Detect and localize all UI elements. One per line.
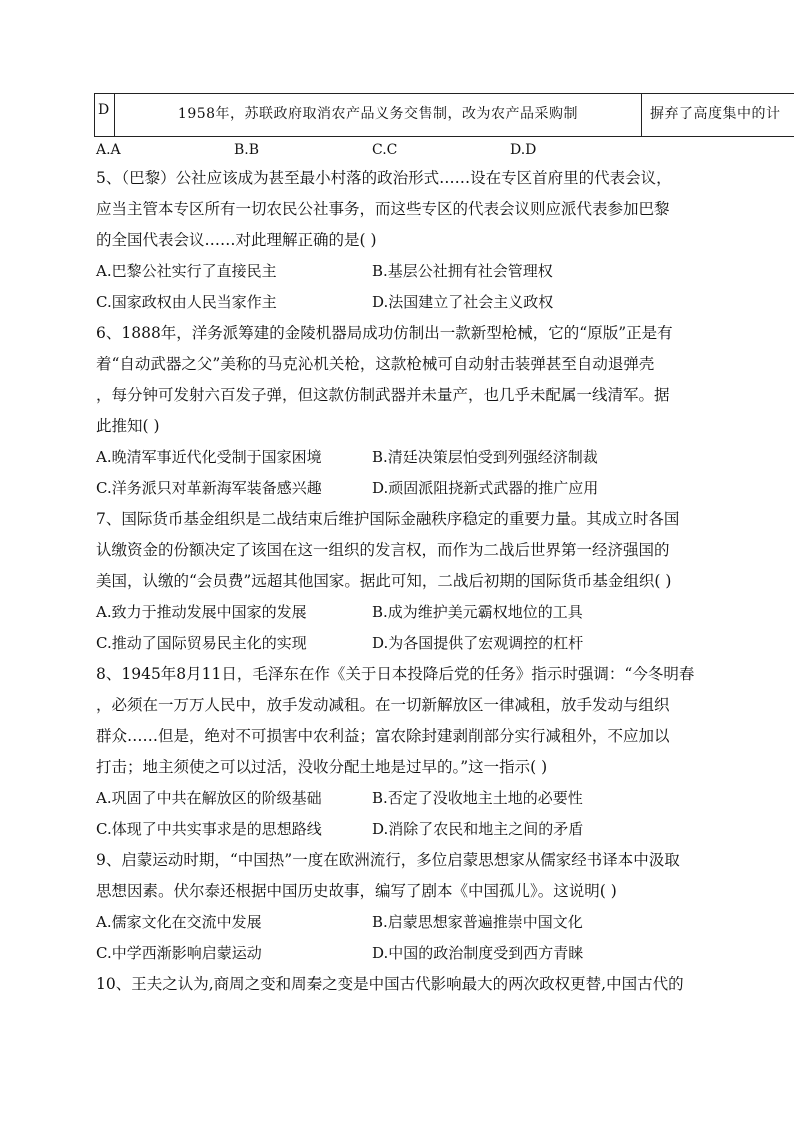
answer-choice-b: B.B: [234, 142, 260, 158]
question-6-line-4: 此推知( ): [96, 417, 160, 435]
question-5-line-3: 的全国代表会议……对此理解正确的是( ): [96, 231, 377, 249]
question-7-line-1: 7、国际货币基金组织是二战结束后维护国际金融秩序稳定的重要力量。其成立时各国: [96, 510, 680, 528]
question-5-line-2: 应当主管本专区所有一切农民公社事务，而这些专区的代表会议则应派代表参加巴黎: [96, 200, 670, 218]
question-9-option-a: A.儒家文化在交流中发展: [96, 913, 262, 931]
question-8-option-b: B.否定了没收地主土地的必要性: [372, 789, 583, 807]
question-9-line-1: 9、启蒙运动时期，“中国热”一度在欧洲流行，多位启蒙思想家从儒家经书译本中汲取: [96, 851, 680, 869]
question-5-option-b: B.基层公社拥有社会管理权: [372, 262, 553, 280]
question-6-line-1: 6、1888年，洋务派筹建的金陵机器局成功仿制出一款新型枪械，它的“原版”正是有: [96, 324, 673, 342]
question-10-line-1: 10、王夫之认为,商周之变和周秦之变是中国古代影响最大的两次政权更替,中国古代的: [96, 975, 684, 993]
option-conclusion-cell: 摒弃了高度集中的计: [650, 106, 781, 122]
question-8-option-d: D.消除了农民和地主之间的矛盾: [372, 820, 584, 838]
answer-choices-q4: [96, 142, 616, 162]
question-9-option-b: B.启蒙思想家普遍推崇中国文化: [372, 913, 583, 931]
answer-choice-c: C.C: [372, 142, 398, 158]
question-9-line-2: 思想因素。伏尔泰还根据中国历史故事，编写了剧本《中国孤儿》。这说明( ): [96, 882, 617, 900]
question-6-option-d: D.顽固派阻挠新式武器的推广应用: [372, 479, 599, 497]
question-6-option-b: B.清廷决策层怕受到列强经济制裁: [372, 448, 598, 466]
question-7-option-c: C.推动了国际贸易民主化的实现: [96, 634, 307, 652]
question-8-option-a: A.巩固了中共在解放区的阶级基础: [96, 789, 322, 807]
question-6-option-c: C.洋务派只对革新海军装备感兴趣: [96, 479, 322, 497]
question-7-line-3: 美国，认缴的“会员费”远超其他国家。据此可知，二战后初期的国际货币基金组织( ): [96, 572, 672, 590]
question-6-option-a: A.晚清军事近代化受制于国家困境: [96, 448, 322, 466]
question-8-line-4: 打击；地主须使之可以过活，没收分配土地是过早的。”这一指示( ): [96, 758, 548, 776]
option-d-table-row: [94, 93, 794, 137]
question-8-line-2: ，必须在一万万人民中，放手发动减租。在一切新解放区一律减租，放手发动与组织: [96, 696, 670, 714]
answer-choice-d: D.D: [510, 142, 537, 158]
question-5-option-a: A.巴黎公社实行了直接民主: [96, 262, 277, 280]
question-7-line-2: 认缴资金的份额决定了该国在这一组织的发言权，而作为二战后世界第一经济强国的: [96, 541, 670, 559]
option-content-cell: 1958年，苏联政府取消农产品义务交售制，改为农产品采购制: [115, 94, 642, 136]
question-8-option-c: C.体现了中共实事求是的思想路线: [96, 820, 322, 838]
question-6-line-2: 着“自动武器之父”美称的马克沁机关枪，这款枪械可自动射击装弹甚至自动退弹壳: [96, 355, 655, 373]
question-6-line-3: ，每分钟可发射六百发子弹，但这款仿制武器并未量产，也几乎未配属一线清军。据: [96, 386, 670, 404]
question-7-option-d: D.为各国提供了宏观调控的杠杆: [372, 634, 584, 652]
question-5-option-c: C.国家政权由人民当家作主: [96, 293, 277, 311]
question-8-line-3: 群众……但是，绝对不可损害中农利益；富农除封建剥削部分实行减租外，不应加以: [96, 727, 670, 745]
question-9-option-d: D.中国的政治制度受到西方青睐: [372, 944, 584, 962]
answer-choice-a: A.A: [96, 142, 121, 158]
question-7-option-a: A.致力于推动发展中国家的发展: [96, 603, 307, 621]
question-5-option-d: D.法国建立了社会主义政权: [372, 293, 554, 311]
question-8-line-1: 8、1945年8月11日，毛泽东在作《关于日本投降后党的任务》指示时强调：“今冬明春: [96, 665, 695, 683]
question-5-line-1: 5、（巴黎）公社应该成为甚至最小村落的政治形式……设在专区首府里的代表会议，: [96, 169, 672, 187]
question-9-option-c: C.中学西渐影响启蒙运动: [96, 944, 262, 962]
question-7-option-b: B.成为维护美元霸权地位的工具: [372, 603, 583, 621]
option-letter-cell: D: [95, 94, 115, 136]
